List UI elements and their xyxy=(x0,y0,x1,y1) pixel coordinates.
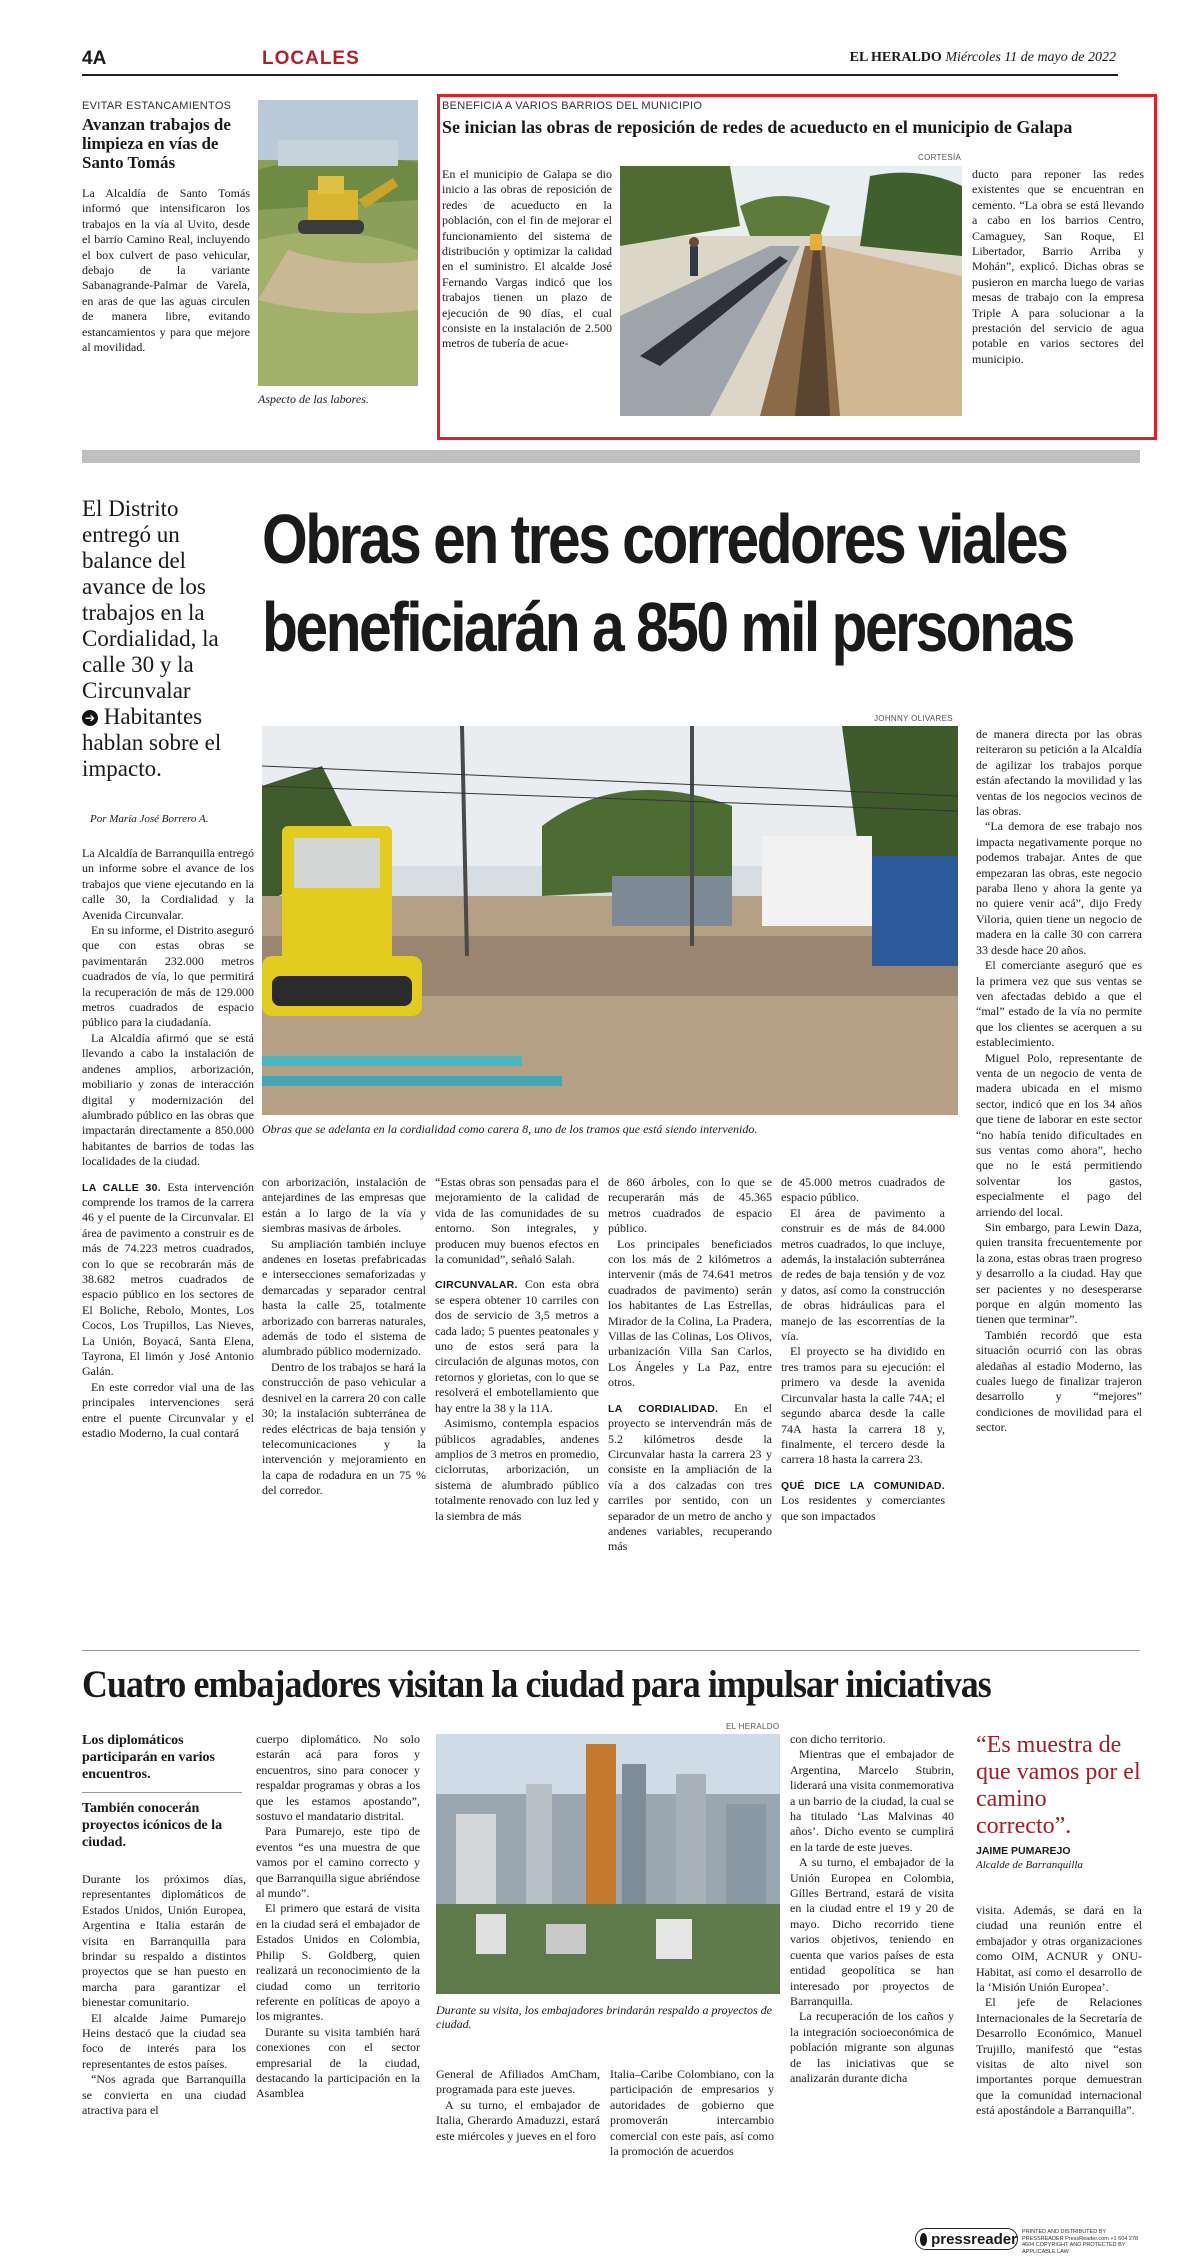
story-kicker: EVITAR ESTANCAMIENTOS xyxy=(82,100,232,112)
sidehead xyxy=(82,496,242,782)
photo-excavator-image xyxy=(258,100,418,386)
story-kicker: BENEFICIA A VARIOS BARRIOS DEL MUNICIPIO xyxy=(442,100,703,112)
story-body-col1: En el municipio de Galapa se dio inicio a las obras de reposición de redes de acueducto en la población, con el fin de mejorar el funcionamiento del sistema de distribución y optimizar la calidad en el suministro. El alcalde José Fernando Vargas indicó que los trabajos tienen un plazo de ejecución de 90 días, el cual consiste en la instalación de 2.500 metros de tubería de acue- xyxy=(442,167,612,351)
story-body: La Alcaldía de Santo Tomás informó que intensificaron los trabajos en la vía al Uvito, desde el barrio Camino Real, incluyendo el box culvert de paso vehicular, debajo de la variante Sabanagrande-Palmar de Varela, en aras de que las aguas circulen de manera libre, evitando estancamientos y para que mejore al movilidad. xyxy=(82,186,250,355)
masthead-date xyxy=(850,50,1116,66)
pressreader-mark-icon xyxy=(920,2233,927,2246)
story-body-col2: ducto para reponer las redes existentes que se encuentran en cemento. “La obra se está llevando a cabo en los barrios Centro, Camaguey, San Roque, El Libertador, Barrio Arriba y Mohán”, explicó. Dichas obras se pusieron en marcha luego de varias mesas de trabajo con la empresa Triple A para solucionar a la prestación del servicio de agua potable en varios sectores del municipio. xyxy=(972,167,1144,366)
pressreader-wordmark: pressreader xyxy=(931,2230,1017,2248)
story4-col-f: visita. Además, se dará en la ciudad una reunión entre el embajador y otras organizaciones como OIM, ACNUR y ONU-Habitat, así como el desarrollo de la ‘Misión Unión Europea’. El jefe de Relaciones Internacionales de la Secretaría de Desarrollo Económico, Manuel Trujillo, manifestó que “estas visitas de alto nivel son importantes porque demuestran que la comunidad internacional está apostándole a Barranquilla”. xyxy=(976,1903,1142,2118)
rule xyxy=(82,1650,1140,1651)
photo-caption: Obras que se adelanta en la cordialidad como carera 8, uno de los tramos que está siendo intervenido. xyxy=(262,1122,758,1136)
story4-col-e: con dicho territorio. Mientras que el embajador de Argentina, Marcelo Stubrin, liderará una visita conmemorativa a un barrio de la ciudad, la cual se ha titulado ‘Las Malvinas 40 años’. Dicho evento se cumplirá en la tarde de este jueves. A su turno, el embajador de la Unión Europea en Colombia, Gilles Bertrand, estará de visita en la ciudad entre el 19 y 20 de mayo. Dicho recorrido tiene varios objetivos, teniendo en cuenta que varios países de esta entidad geopolítica se han interesado por proyectos de Barranquilla. La recuperación de los caños y la integración socioeconómica de población migrante son algunas de las iniciativas que se analizarán durante dicha xyxy=(790,1732,954,2085)
arrow-right-icon: ➔ xyxy=(82,710,98,726)
photo-caption: Durante su visita, los embajadores brindarán respaldo a proyectos de ciudad. xyxy=(436,2003,772,2031)
photo-credit: JOHNNY OLIVARES xyxy=(874,714,953,723)
main-headline-line2: beneficiarán a 850 mil personas xyxy=(262,588,1073,666)
story4-col-b: cuerpo diplomático. No solo estarán acá para foros y encuentros, sino para conocer y respaldar programas y obras a los que les estamos apostando”, sostuvo el mandatario distrital. Para Pumarejo, este tipo de eventos “es una muestra de que vamos por el camino correcto y que Barranquilla sigue abriéndose al mundo”. El primero que estará de visita en la ciudad será el embajador de Estados Unidos en Colombia, Philip S. Goldberg, quien realizará un reconocimiento de la ciudad como un territorio referente en políticas de apoyo a los migrantes. Durante su visita también hará conexiones con el sector empresarial de la ciudad, destacando la participación en la Asamblea xyxy=(256,1732,420,2101)
main-col-c: “Estas obras son pensadas para el mejoramiento de la calidad de vida de las comunidades de su entorno. Son integrales, y producen muy buenos efectos en la comunidad”, señaló Salah. CIRCUNVALAR. Con esta obra se espera obtener 10 carriles con dos de servicio de 3,5 metros a cada lado; 5 puentes peatonales y uno de estos será para la circulación de algunas motos, con retornos y glorietas, con lo que se resolverá el embotellamiento que hay entre la 38 y la 11A. Asimismo, contempla espacios públicos agradables, andenes amplios de 3 metros en promedio, ciclorrutas, arborización, un sistema de alumbrado público totalmente renovado con luz led y la siembra de más xyxy=(435,1175,599,1523)
photo-city xyxy=(436,1734,780,1994)
photo-roadworks xyxy=(262,726,958,1115)
photo-credit: CORTESÍA xyxy=(918,153,962,162)
main-col-f: de manera directa por las obras reiteraron su petición a la Alcaldía de agilizar los trabajos porque están afectando la movilidad y las ventas de los negocios vecinos de las obras. “La demora de ese trabajo nos impacta negativamente porque no podemos trabajar. Antes de que empezaran las obras, este negocio paraba lleno y ahora la gente ya no quiere venir acá”, dijo Fredy Viloria, quien tiene un negocio de madera en la calle 30 con carrera 33 desde hace 20 años. El comerciante aseguró que es la primera vez que sus ventas se ven afectadas debido a que el “mal” estado de la vía no permite que los clientes se acerquen a su establecimiento. Miguel Polo, representante de venta de un negocio de venta de madera ubicada en el mismo sector, indicó que en los 34 años que tiene de laborar en este sector “no había tenido dificultades en sus ventas como ahora”, hecho que no le está permitiendo solventar los gastos, especialmente el pago del arriendo del local. Sin embargo, para Lewin Daza, quien transita frecuentemente por la zona, estas obras traen progreso y desarrollo a la ciudad. Hay que ser pacientes y no desesperarse porque en algún momento las tienen que terminar”. También recordó que esta situación ocurrió con las obras aledañas al estadio Moderno, las cuales luego de finalizar trajeron desarrollo y “mejores” condiciones de movilidad para el sector. xyxy=(976,727,1142,1435)
story4-col-a: Durante los próximos días, representantes diplomáticos de Estados Unidos, Unión Europea, Argentina e Italia estarán de visita en Barranquilla para brindar su respaldo a distintos proyectos que se han puesto en marcha para garantizar el bienestar comunitario. El alcalde Jaime Pumarejo Heins destacó que la ciudad sea foco de interés para los representantes de estos países. “Nos agrada que Barranquilla se convierta en una ciudad atractiva para el xyxy=(82,1872,246,2118)
sidehead-summary: El Distrito entregó un balance del avance de los trabajos en la Cordialidad, la calle 30 y la Circunvalar xyxy=(82,496,219,703)
main-headline-line1: Obras en tres corredores viales xyxy=(262,500,1067,578)
photo-trench xyxy=(620,166,962,416)
story-title: Se inician las obras de reposición de redes de acueducto en el municipio de Galapa xyxy=(442,117,1073,137)
quote-role: Alcalde de Barranquilla xyxy=(976,1859,1083,1871)
section-divider xyxy=(82,450,1140,463)
story-deck-2: También conocerán proyectos icónicos de la ciudad. xyxy=(82,1801,223,1850)
pull-quote: “Es muestra de que vamos por el camino correcto”. xyxy=(976,1732,1141,1839)
photo-credit: EL HERALDO xyxy=(726,1722,780,1731)
header-rule xyxy=(82,74,1118,76)
pressreader-logo xyxy=(915,2228,1018,2250)
main-col-d: de 860 árboles, con lo que se recuperarán más de 45.365 metros cuadrados de espacio público. Los principales beneficiados con los más de 2 kilómetros a intervenir (más de 74.641 metros cuadrados de pavimento) serán los habitantes de Las Estrellas, Mirador de la Colina, La Pradera, Villas de las Colinas, Los Olivos, urbanización Villa San Carlos, Los Ángeles y La Paz, entre otros. LA CORDIALIDAD. En el proyecto se intervendrán más de 5.2 kilómetros desde la Circunvalar hasta la carrera 23 y consiste en la ampliación de la vía a dos calzadas con tres carriles por sentido, con un separador de un metro de ancho y andenes variables, recuperando más xyxy=(608,1175,773,1554)
paper-name: EL HERALDO xyxy=(849,50,942,65)
story-santo-tomas xyxy=(82,100,250,355)
story-headline: Cuatro embajadores visitan la ciudad para impulsar iniciativas xyxy=(82,1663,991,1706)
photo-trench-image xyxy=(620,166,962,416)
sidehead-summary-2: Habitantes hablan sobre el impacto. xyxy=(82,704,222,781)
photo-excavator xyxy=(258,100,418,386)
quote-name: JAIME PUMAREJO xyxy=(976,1845,1071,1857)
issue-date: Miércoles 11 de mayo de 2022 xyxy=(945,50,1116,65)
rule xyxy=(82,1792,242,1793)
byline: Por María José Borrero A. xyxy=(90,813,209,825)
footer-fineprint: PRINTED AND DISTRIBUTED BY PRESSREADER PressReader.com +1 604 278 4604 COPYRIGHT AND PROTECTED BY APPLICABLE LAW xyxy=(1022,2229,1139,2255)
main-col-a: La Alcaldía de Barranquilla entregó un informe sobre el avance de los trabajos que viene ejecutando en la calle 30, la Cordialidad y la Avenida Circunvalar. En su informe, el Distrito aseguró que con estas obras se pavimentarán 232.000 metros cuadrados de vía, lo que permitirá la recuperación de más de 129.000 metros cuadrados de espacio público para la ciudadanía. La Alcaldía afirmó que se está llevando a cabo la instalación de andenes amplios, arborización, mobiliario y zonas de interacción digital y modernización del alumbrado público en las obras que impactarán directamente a 850.000 habitantes de barrios de todas las localidades de la ciudad. LA CALLE 30. Esta intervención comprende los tramos de la carrera 46 y el puente de la Circunvalar. El área de pavimento a construir es de más de 74.223 metros cuadrados, con lo que se recobrarán más de 38.682 metros cuadrados de espacio público en los sectores de El Boliche, Rebolo, Montes, Los Cocos, Los Trupillos, Las Nieves, La Unión, Boyacá, Santa Elena, Tayrona, El limón y José Antonio Galán. En este corredor vial una de las principales intervenciones será entre el puente Circunvalar y el estadio Moderno, la cual contará xyxy=(82,846,255,1441)
section-title: LOCALES xyxy=(262,48,360,69)
main-col-e: de 45.000 metros cuadrados de espacio público. El área de pavimento a construir es de más de 84.000 metros cuadrados, lo que incluye, además, la instalación subterránea de redes de baja tensión y de voz y datos, así como la construcción de obras hidráulicas para el manejo de las escorrentías de la vía. El proyecto se ha dividido en tres tramos para su ejecución: el primero va desde la avenida Circunvalar hasta la calle 74A; el segundo abarca desde la calle 74A hasta la carrera 18 y, finalmente, el tercero desde la carrera 18 hasta la carrera 23. QUÉ DICE LA COMUNIDAD. Los residentes y comerciantes que son impactados xyxy=(781,1175,945,1523)
story4-col-d: Italia–Caribe Colombiano, con la participación de empresarios y autoridades de gobierno que promoverán intercambio comercial con este país, así como la promoción de acuerdos xyxy=(610,2067,774,2159)
photo-city-image xyxy=(436,1734,780,1994)
story-deck-1: Los diplomáticos participarán en varios encuentros. xyxy=(82,1733,215,1782)
main-col-b: con arborización, instalación de antejardines de las empresas que están a lo largo de la vía y siembras masivas de árboles. Su ampliación también incluye andenes en losetas prefabricadas e intersecciones semaforizadas y demarcadas y separador central hasta la calle 25, totalmente arborizado con barreras naturales, además de todo el sistema de alumbrado público modernizado. Dentro de los trabajos se hará la construcción de paso vehicular a desnivel en la carrera 20 con calle 30; la instalación subterránea de redes eléctricas de baja tensión y telecomunicaciones y la intervención y mejoramiento en la capa de rodadura en un 75 % del corredor. xyxy=(262,1175,426,1498)
photo-roadworks-image xyxy=(262,726,958,1115)
story4-col-c: General de Afiliados AmCham, programada para este jueves. A su turno, el embajador de Italia, Gherardo Amaduzzi, estará este miércoles y jueves en el foro xyxy=(436,2067,600,2143)
page-number: 4A xyxy=(82,48,107,69)
story-title: Avanzan trabajos de limpieza en vías de Santo Tomás xyxy=(82,115,231,172)
photo-caption: Aspecto de las labores. xyxy=(258,392,369,406)
